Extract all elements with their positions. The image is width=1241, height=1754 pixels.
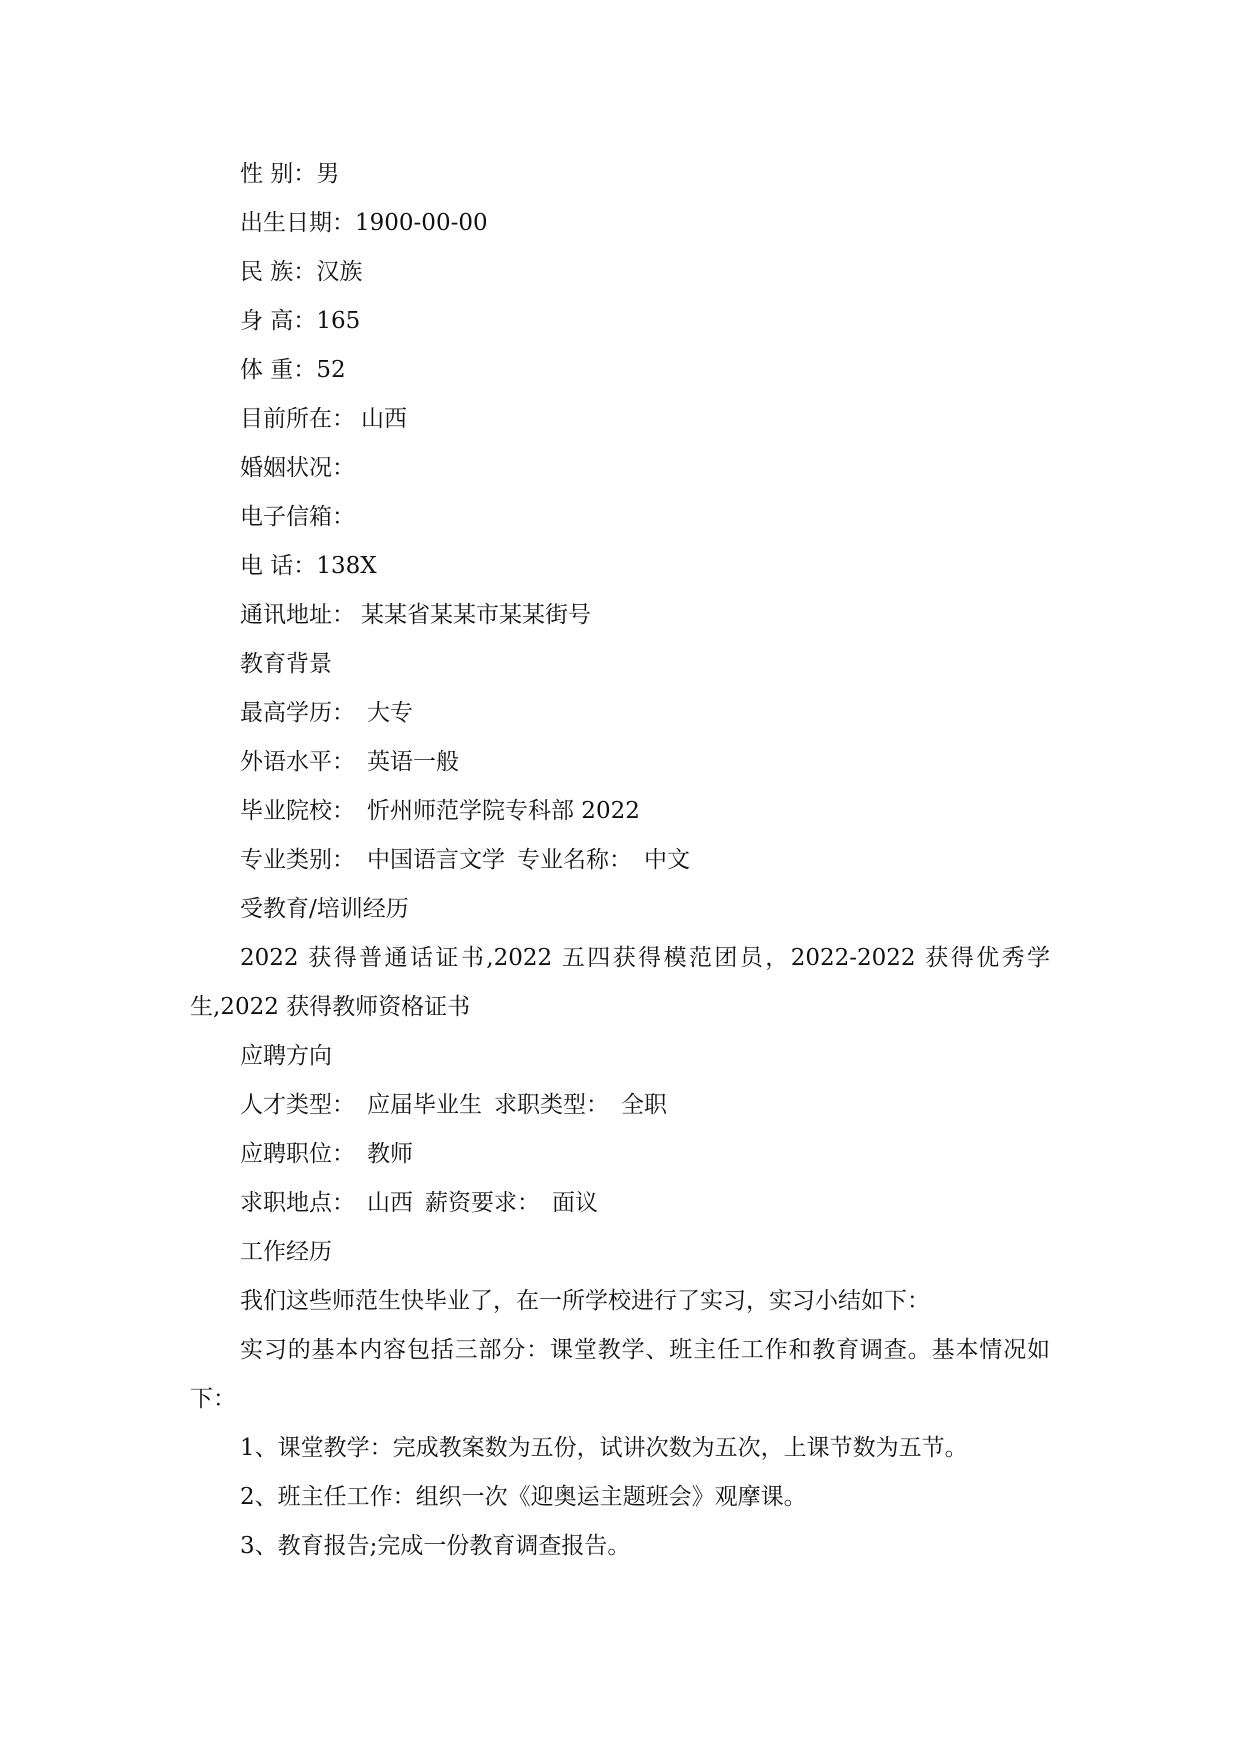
address-row: [190, 591, 1050, 640]
place-row: [190, 1179, 1050, 1228]
position-value: 教师: [367, 1141, 413, 1167]
major-name-value: 中文: [644, 847, 690, 873]
phone-value: 138X: [316, 553, 377, 579]
talent-type-label: 人才类型：: [240, 1092, 355, 1118]
place-label: 求职地点：: [240, 1190, 355, 1216]
email-row: [190, 493, 1050, 542]
major-type-value: 中国语言文学: [367, 847, 505, 873]
talent-type-row: [190, 1081, 1050, 1130]
school-value: 忻州师范学院专科部 2022: [367, 798, 640, 824]
phone-label: 电 话：: [240, 553, 317, 579]
language-value: 英语一般: [367, 749, 459, 775]
birth-label: 出生日期：: [240, 210, 355, 236]
work-item-1: 1、课堂教学：完成教案数为五份，试讲次数为五次，上课节数为五节。: [240, 1435, 968, 1461]
height-label: 身 高：: [240, 308, 317, 334]
position-row: [190, 1130, 1050, 1179]
degree-value: 大专: [367, 700, 413, 726]
gender-label: 性 别：: [240, 161, 317, 187]
location-value: 山西: [361, 406, 407, 432]
major-name-label: 专业名称：: [517, 847, 632, 873]
ethnicity-value: 汉族: [316, 259, 363, 285]
work-intro: 我们这些师范生快毕业了，在一所学校进行了实习，实习小结如下：: [240, 1288, 930, 1314]
training-text: 2022 获得普通话证书,2022 五四获得模范团员，2022-2022 获得优秀学生,2022 获得教师资格证书: [190, 945, 1050, 1020]
location-row: [190, 395, 1050, 444]
place-value: 山西: [367, 1190, 413, 1216]
degree-label: 最高学历：: [240, 700, 355, 726]
weight-value: 52: [316, 357, 346, 383]
birth-row: [190, 199, 1050, 248]
gender-row: [190, 150, 1050, 199]
major-row: [190, 836, 1050, 885]
major-type-label: 专业类别：: [240, 847, 355, 873]
address-label: 通讯地址：: [240, 602, 355, 628]
height-row: [190, 297, 1050, 346]
marital-label: 婚姻状况：: [240, 455, 355, 481]
job-type-value: 全职: [621, 1092, 667, 1118]
talent-type-value: 应届毕业生: [367, 1092, 482, 1118]
school-row: [190, 787, 1050, 836]
work-heading: 工作经历: [240, 1239, 332, 1265]
ethnicity-label: 民 族：: [240, 259, 317, 285]
position-label: 应聘职位：: [240, 1141, 355, 1167]
address-value: 某某省某某市某某街号: [361, 602, 591, 628]
job-target-heading: 应聘方向: [240, 1043, 332, 1069]
resume-content: [190, 150, 1050, 1571]
work-item-2: 2、班主任工作：组织一次《迎奥运主题班会》观摩课。: [240, 1484, 807, 1510]
email-label: 电子信箱：: [240, 504, 355, 530]
school-label: 毕业院校：: [240, 798, 355, 824]
salary-label: 薪资要求：: [425, 1190, 540, 1216]
work-item-3: 3、教育报告;完成一份教育调查报告。: [240, 1533, 631, 1559]
birth-value: 1900-00-00: [355, 210, 488, 236]
education-heading: 教育背景: [240, 651, 332, 677]
ethnicity-row: [190, 248, 1050, 297]
phone-row: [190, 542, 1050, 591]
training-heading: 受教育/培训经历: [240, 896, 409, 922]
weight-row: [190, 346, 1050, 395]
height-value: 165: [316, 308, 361, 334]
location-label: 目前所在：: [240, 406, 355, 432]
marital-row: [190, 444, 1050, 493]
language-row: [190, 738, 1050, 787]
job-type-label: 求职类型：: [494, 1092, 609, 1118]
gender-value: 男: [316, 161, 340, 187]
work-summary: 实习的基本内容包括三部分：课堂教学、班主任工作和教育调查。基本情况如下：: [190, 1337, 1050, 1412]
degree-row: [190, 689, 1050, 738]
weight-label: 体 重：: [240, 357, 317, 383]
salary-value: 面议: [552, 1190, 598, 1216]
language-label: 外语水平：: [240, 749, 355, 775]
